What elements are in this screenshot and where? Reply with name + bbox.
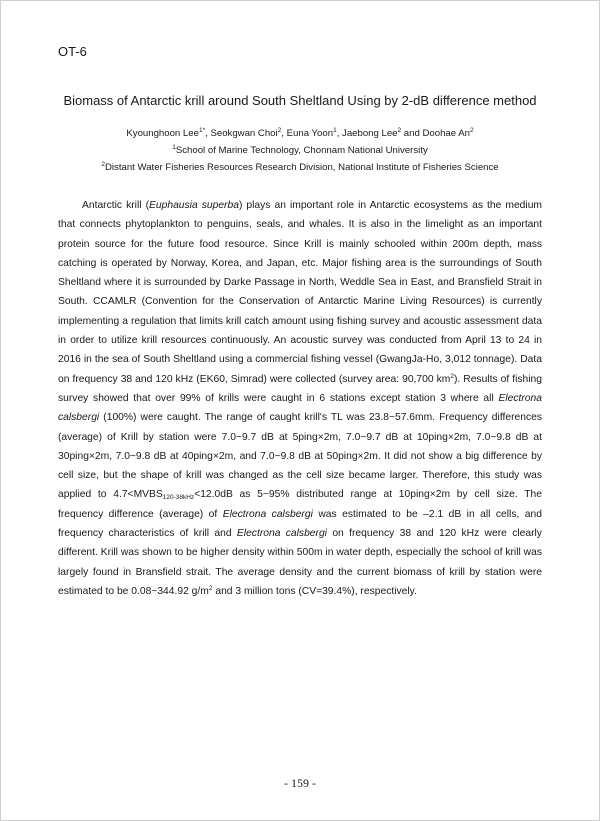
author-mark: 2: [277, 127, 282, 134]
species-name: Electrona calsbergi: [222, 508, 313, 520]
author-mark: 1: [333, 127, 337, 134]
author-mark: 2: [469, 127, 474, 134]
abstract-text: ). Results of fishing survey showed that over 99% of krills were caught in 6 stations except station 3 where all: [58, 373, 542, 404]
author-mark: 1*: [198, 127, 206, 134]
author-separator: and: [401, 128, 423, 139]
author-mark: 2: [397, 127, 402, 134]
abstract-text: ) plays an important role in Antarctic ecosystems as the medium that connects phytoplankton to penguins, seals, and whales. It is also in the limelight as an important protein source for the future food resource. Since Krill is mainly schooled within 200m depth, mass catching is operated by Norway, Korea, and Japan, etc. Major fishing area is the surroundings of South Sheltland where it is surrounded by Darke Passage in North, Weddle Sea in East, and Bransfield Strait in South. CCAMLR (Convention for the Conservation of Antarctic Marine Living Resources) is currently implementing a regulation that limits krill catch amount using fishing survey and acoustic assessment data in order to utilize krill resources continuously. An acoustic survey was conducted from April 13 to 24 in 2016 in the sea of South Sheltland using a commercial fishing vessel (GwangJa-Ho, 3,012 tonnage). Data on frequency 38 and 120 kHz (EK60, Simrad) were collected (survey area: 90,700 km: [58, 200, 542, 385]
paper-title: Biomass of Antarctic krill around South Sheltland Using by 2-dB difference method: [63, 93, 537, 108]
unit-superscript: 2: [208, 584, 213, 592]
author-name: Kyounghoon Lee: [126, 128, 199, 139]
unit-superscript: 2: [450, 372, 454, 380]
page-number: - 159 -: [284, 776, 316, 790]
author-separator: ,: [336, 128, 343, 139]
affiliation-2: [0, 162, 600, 173]
mvbs-subscript: 120-38kHz: [162, 494, 195, 502]
author-name: Euna Yoon: [286, 128, 334, 139]
author-separator: ,: [205, 128, 211, 139]
species-name: Electrona calsbergi: [58, 392, 542, 424]
abstract-text: and 3 million tons (CV=39.4%), respectively.: [215, 585, 417, 597]
affiliation-1: [0, 145, 600, 156]
abstract-text: <12.0dB as 5~95% distributed range at 10ping×2m by cell size. The frequency difference (average) of: [58, 489, 542, 520]
affiliation-mark: 2: [101, 161, 105, 168]
abstract-text: (100%) were caught. The range of caught krill's TL was 23.8~57.6mm. Frequency differences (average) of Krill by station were 7.0~9.7 dB at 5ping×2m, 7.0~9.7 dB at 10ping×2m, 7.0~9.8 dB at 30ping×2m, 7.0~9.8 dB at 40ping×2m, and 7.0~9.8 dB at 50ping×2m. It did not show a big difference by cell size, but the shape of krill was changed as the cell size became larger. Therefore, this study was applied to 4.7<MVBS: [58, 412, 542, 501]
author-name: Doohae An: [422, 128, 470, 139]
abstract-body: [58, 196, 542, 601]
abstract-text: Antarctic krill (: [82, 200, 150, 211]
author-list: [0, 128, 600, 139]
session-code: OT-6: [58, 44, 87, 59]
abstract-text: on frequency 38 and 120 kHz were clearly different. Krill was shown to be higher density within 500m in water depth, especially the school of krill was largely found in Bransfield strait. The average density and the current biomass of krill by station were estimated to be 0.08~344.92 g/m: [58, 528, 542, 597]
affiliation-text: School of Marine Technology, Chonnam National University: [175, 145, 428, 156]
author-separator: ,: [281, 128, 287, 139]
species-name: Euphausia superba: [149, 200, 239, 211]
affiliation-mark: 1: [172, 144, 176, 151]
species-name: Electrona calsbergi: [236, 528, 327, 540]
author-name: Seokgwan Choi: [210, 128, 278, 139]
abstract-text: was estimated to be –2.1 dB in all cells, and frequency characteristics of krill and: [58, 508, 542, 540]
author-name: Jaebong Lee: [342, 128, 398, 139]
affiliation-text: Distant Water Fisheries Resources Research Division, National Institute of Fisheries Science: [104, 162, 499, 173]
